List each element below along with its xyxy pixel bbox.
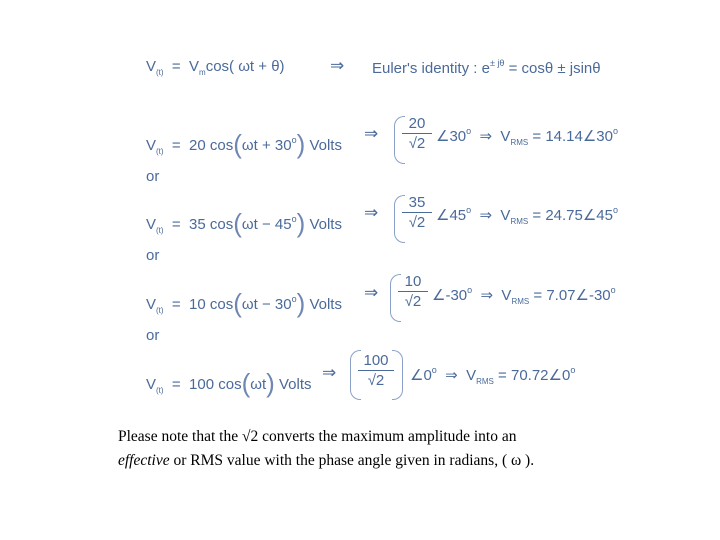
euler-identity: Euler's identity : $e^{\pm j\theta} = \cos\theta \pm jsin\theta$ xyxy=(372,58,601,77)
implies-arrow: ⇒ xyxy=(364,283,379,302)
explanation-note xyxy=(118,425,678,473)
equation-100v: $V_{(t)} = 100$ cos(ωt) Volts xyxy=(146,368,312,398)
fraction-10-root2: $\frac{10}{√2}$ xyxy=(398,273,428,310)
note-emphasis-effective: effective xyxy=(118,452,170,469)
phasor-angle: ∠-30$^o$ ⇒ $V_{RMS}$ = $7.07\angle-30^o$ xyxy=(432,285,616,306)
equation-general-form: $V_{(t)} = V_m\cos$( ωt + θ) xyxy=(146,58,285,77)
note-line-1: Please note that the √2 converts the maximum amplitude into an xyxy=(118,428,517,445)
implies-arrow: ⇒ xyxy=(364,203,379,222)
phasor-angle: ∠30$^o$ ⇒ $V_{RMS}$ = $14.14\angle 30^o$ xyxy=(436,126,619,147)
note-line-2: or RMS value with the phase angle given in radians, ( ω ). xyxy=(169,452,535,469)
equation-35v: $V_{(t)} = 35$ $\cos(\omega t - 45^o)$ Volts xyxy=(146,208,342,238)
fraction-20-root2: $\frac{20}{√2}$ xyxy=(402,115,432,152)
implies-arrow: ⇒ xyxy=(322,363,337,382)
or-label: or xyxy=(146,247,160,264)
fraction-35-root2: $\frac{35}{√2}$ xyxy=(402,194,432,231)
equation-10v: $V_{(t)} = 10$ $\cos(\omega t - 30^o)$ Volts xyxy=(146,288,342,318)
fraction-100-root2: $\frac{100}{√2}$ xyxy=(358,352,394,389)
equation-20v: $V_{(t)} = 20$ $\cos(\omega t + 30^o)$ Volts xyxy=(146,129,342,159)
phasor-angle: ∠0$^o$ ⇒ $V_{RMS}$ = $70.72\angle 0^o$ xyxy=(410,365,576,386)
or-label: or xyxy=(146,168,160,185)
right-bracket xyxy=(392,350,403,400)
implies-arrow: ⇒ xyxy=(330,56,345,75)
voltage-symbol: V xyxy=(146,58,157,75)
implies-arrow: ⇒ xyxy=(364,124,379,143)
or-label: or xyxy=(146,327,160,344)
phasor-angle: ∠45$^o$ ⇒ $V_{RMS}$ = $24.75\angle 45^o$ xyxy=(436,205,619,226)
